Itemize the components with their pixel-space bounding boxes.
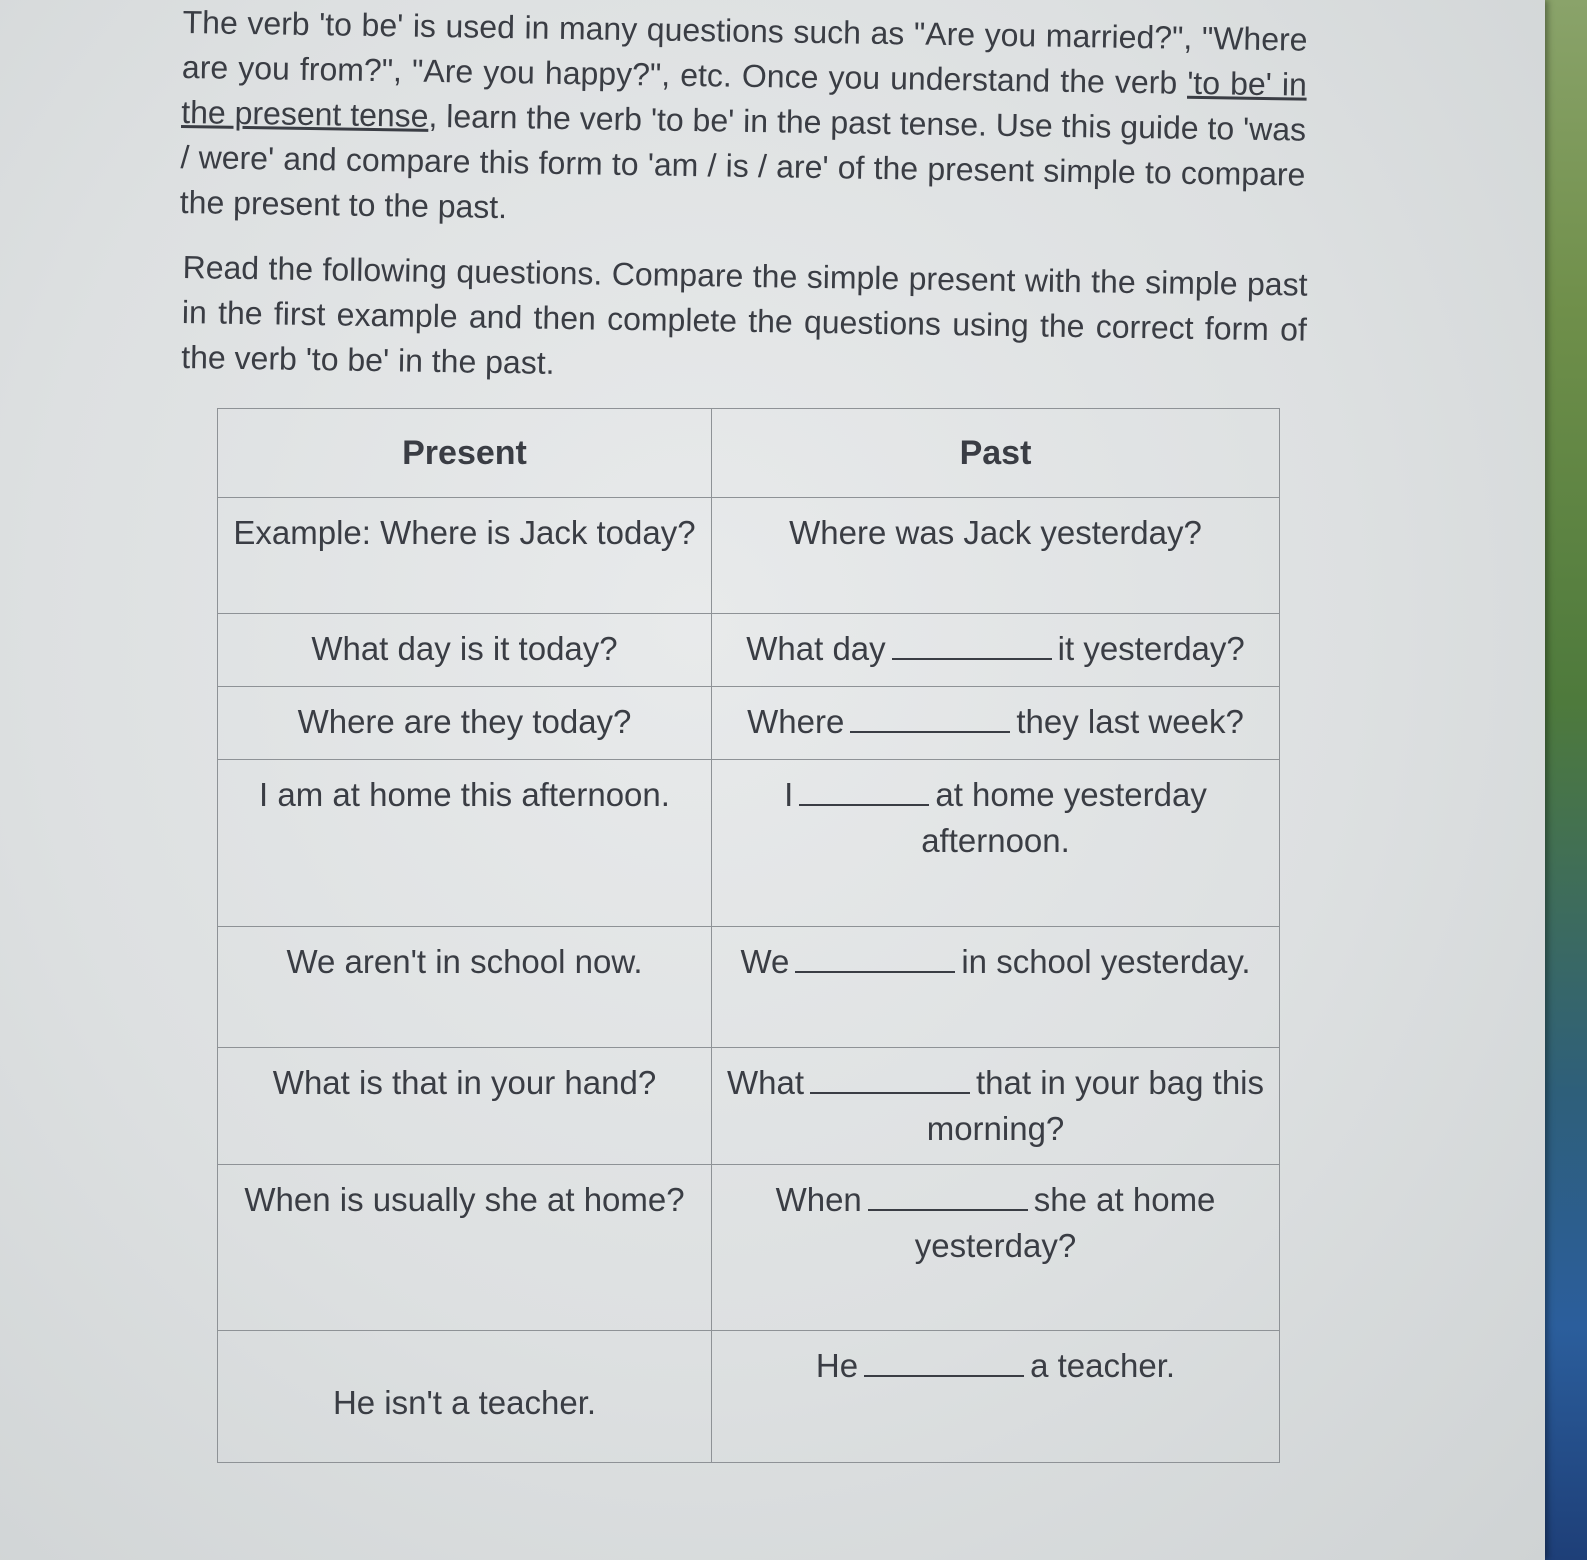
past-cell [712,1164,1280,1331]
present-cell: What is that in your hand? [218,1048,712,1164]
past-cell [712,687,1280,760]
table-row [218,1164,1280,1331]
present-cell: He isn't a teacher. [218,1331,712,1463]
answer-blank[interactable] [810,1062,970,1094]
answer-blank[interactable] [799,774,929,806]
table-row [218,759,1280,926]
instructions-paragraph: Read the following questions. Compare the simple present with the simple past in the first example and then complete the questions using the correct form of the verb 'to be' in the past. [180,248,1308,381]
past-text-after: she at home yesterday? [914,1180,1216,1264]
present-cell: What day is it today? [218,614,712,687]
past-cell [712,926,1280,1047]
present-cell: When is usually she at home? [218,1164,712,1331]
table-row [218,1331,1280,1463]
past-text-after: a teacher. [1030,1347,1176,1385]
past-cell [712,1331,1280,1463]
intro-paragraph [179,0,1307,243]
grammar-table-container [217,408,1279,1463]
past-text-after: at home yesterday afternoon. [921,775,1207,859]
present-cell: We aren't in school now. [218,926,712,1047]
past-text-before: We [740,942,790,980]
table-row [218,1048,1280,1164]
past-text-before: What [726,1064,804,1102]
intro-text-part1: The verb 'to be' is used in many questions such as "Are you married?", "Where are you from?", "Are you happy?", etc. Once you understand the verb [181,3,1308,101]
present-cell: Where are they today? [218,687,712,760]
header-past: Past [712,409,1280,498]
past-text: Where was Jack yesterday? [789,514,1202,551]
table-header-row [218,409,1280,498]
to-be-present-link[interactable]: 'to be' in the present tense [180,64,1308,134]
past-text-before: Where [747,703,845,741]
past-text-before: When [775,1180,862,1218]
past-text-after: that in your bag this morning? [926,1064,1265,1148]
table-row [218,687,1280,760]
past-cell [712,498,1280,614]
table-row [218,926,1280,1047]
header-present: Present [218,409,712,498]
present-cell: Example: Where is Jack today? [218,498,712,614]
past-text-before: What day [746,630,886,668]
past-text-after: it yesterday? [1057,630,1245,668]
answer-blank[interactable] [892,628,1052,660]
past-text-after: they last week? [1016,703,1244,741]
answer-blank[interactable] [868,1179,1028,1211]
present-cell: I am at home this afternoon. [218,759,712,926]
grammar-table [217,408,1280,1463]
intro-text-part2: , learn the verb 'to be' in the past tense. Use this guide to 'was / were' and compare this form to 'am / is / are' of the present simple to compare the present to the past. [179,97,1307,226]
table-row [218,614,1280,687]
answer-blank[interactable] [795,941,955,973]
past-cell [712,1048,1280,1164]
table-row [218,498,1280,614]
past-cell [712,614,1280,687]
past-text-after: in school yesterday. [961,942,1251,980]
past-text-before: I [784,775,794,813]
answer-blank[interactable] [864,1345,1024,1377]
past-text-before: He [815,1347,859,1385]
past-cell [712,759,1280,926]
answer-blank[interactable] [850,701,1010,733]
